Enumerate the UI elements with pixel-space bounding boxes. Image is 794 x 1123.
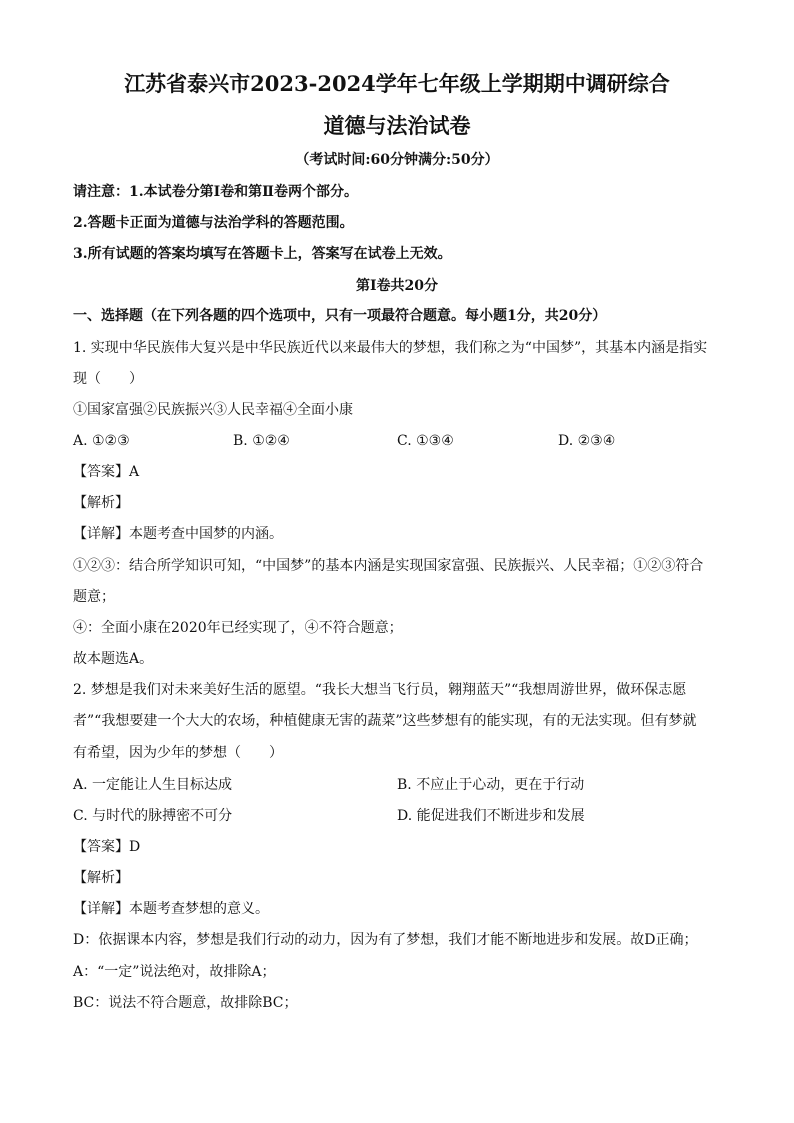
- q2-stem-line2: 者”“我想要建一个大大的农场，种植健康无害的蔬菜”这些梦想有的能实现，有的无法实现。但有梦就: [73, 713, 697, 729]
- q1-stem-line1: 1. 实现中华民族伟大复兴是中华民族近代以来最伟大的梦想，我们称之为“中国梦”，其基本内涵是指实: [73, 340, 708, 356]
- q2-answer: 【答案】D: [73, 839, 141, 855]
- q1-explanation-2: ④：全面小康在2020年已经实现了，④不符合题意；: [73, 620, 403, 636]
- q2-option-b: B. 不应止于心动，更在于行动: [397, 777, 585, 793]
- exam-title-line2: 道德与法治试卷: [323, 113, 471, 138]
- section-heading: 一、选择题（在下列各题的四个选项中，只有一项最符合题意。每小题1分，共20分）: [73, 308, 607, 324]
- note-1: 请注意：1.本试卷分第Ⅰ卷和第Ⅱ卷两个部分。: [73, 184, 358, 200]
- q1-stem-line2: 现（ ）: [73, 371, 143, 387]
- q1-option-d: D. ②③④: [558, 433, 616, 449]
- q2-detail: 【详解】本题考查梦想的意义。: [73, 901, 269, 917]
- q2-stem-line1: 2. 梦想是我们对未来美好生活的愿望。“我长大想当飞行员，翱翔蓝天”“我想周游世界，做环保志愿: [73, 682, 687, 698]
- q1-option-b: B. ①②④: [233, 433, 290, 449]
- q2-option-c: C. 与时代的脉搏密不可分: [73, 808, 233, 824]
- q1-option-c: C. ①③④: [397, 433, 454, 449]
- q1-explanation-1-line1: ①②③：结合所学知识可知，“中国梦”的基本内涵是实现国家富强、民族振兴、人民幸福；①②③符合: [73, 558, 704, 574]
- q1-items: ①国家富强②民族振兴③人民幸福④全面小康: [73, 402, 353, 418]
- q1-option-a: A. ①②③: [73, 433, 130, 449]
- exam-title-line1: 江苏省泰兴市2023-2024学年七年级上学期期中调研综合: [124, 71, 670, 96]
- q2-option-d: D. 能促进我们不断进步和发展: [397, 808, 585, 824]
- q1-answer: 【答案】A: [73, 464, 140, 480]
- q1-explanation-1-line2: 题意；: [73, 589, 115, 605]
- part-heading: 第Ⅰ卷共20分: [355, 278, 439, 294]
- q1-analysis-label: 【解析】: [73, 495, 129, 511]
- q2-explanation-3: BC：说法不符合题意，故排除BC；: [73, 995, 298, 1011]
- q2-option-a: A. 一定能让人生目标达成: [73, 777, 233, 793]
- note-2: 2.答题卡正面为道德与法治学科的答题范围。: [73, 215, 354, 231]
- exam-info: （考试时间:60分钟满分:50分）: [295, 152, 499, 168]
- q2-explanation-1: D：依据课本内容，梦想是我们行动的动力，因为有了梦想，我们才能不断地进步和发展。故D正确；: [73, 932, 698, 948]
- q2-analysis-label: 【解析】: [73, 870, 129, 886]
- q1-conclusion: 故本题选A。: [73, 651, 154, 667]
- note-3: 3.所有试题的答案均填写在答题卡上，答案写在试卷上无效。: [73, 246, 452, 262]
- q2-stem-line3: 有希望，因为少年的梦想（ ）: [73, 745, 283, 761]
- q2-explanation-2: A：“一定”说法绝对，故排除A；: [73, 964, 276, 980]
- q1-detail: 【详解】本题考查中国梦的内涵。: [73, 526, 283, 542]
